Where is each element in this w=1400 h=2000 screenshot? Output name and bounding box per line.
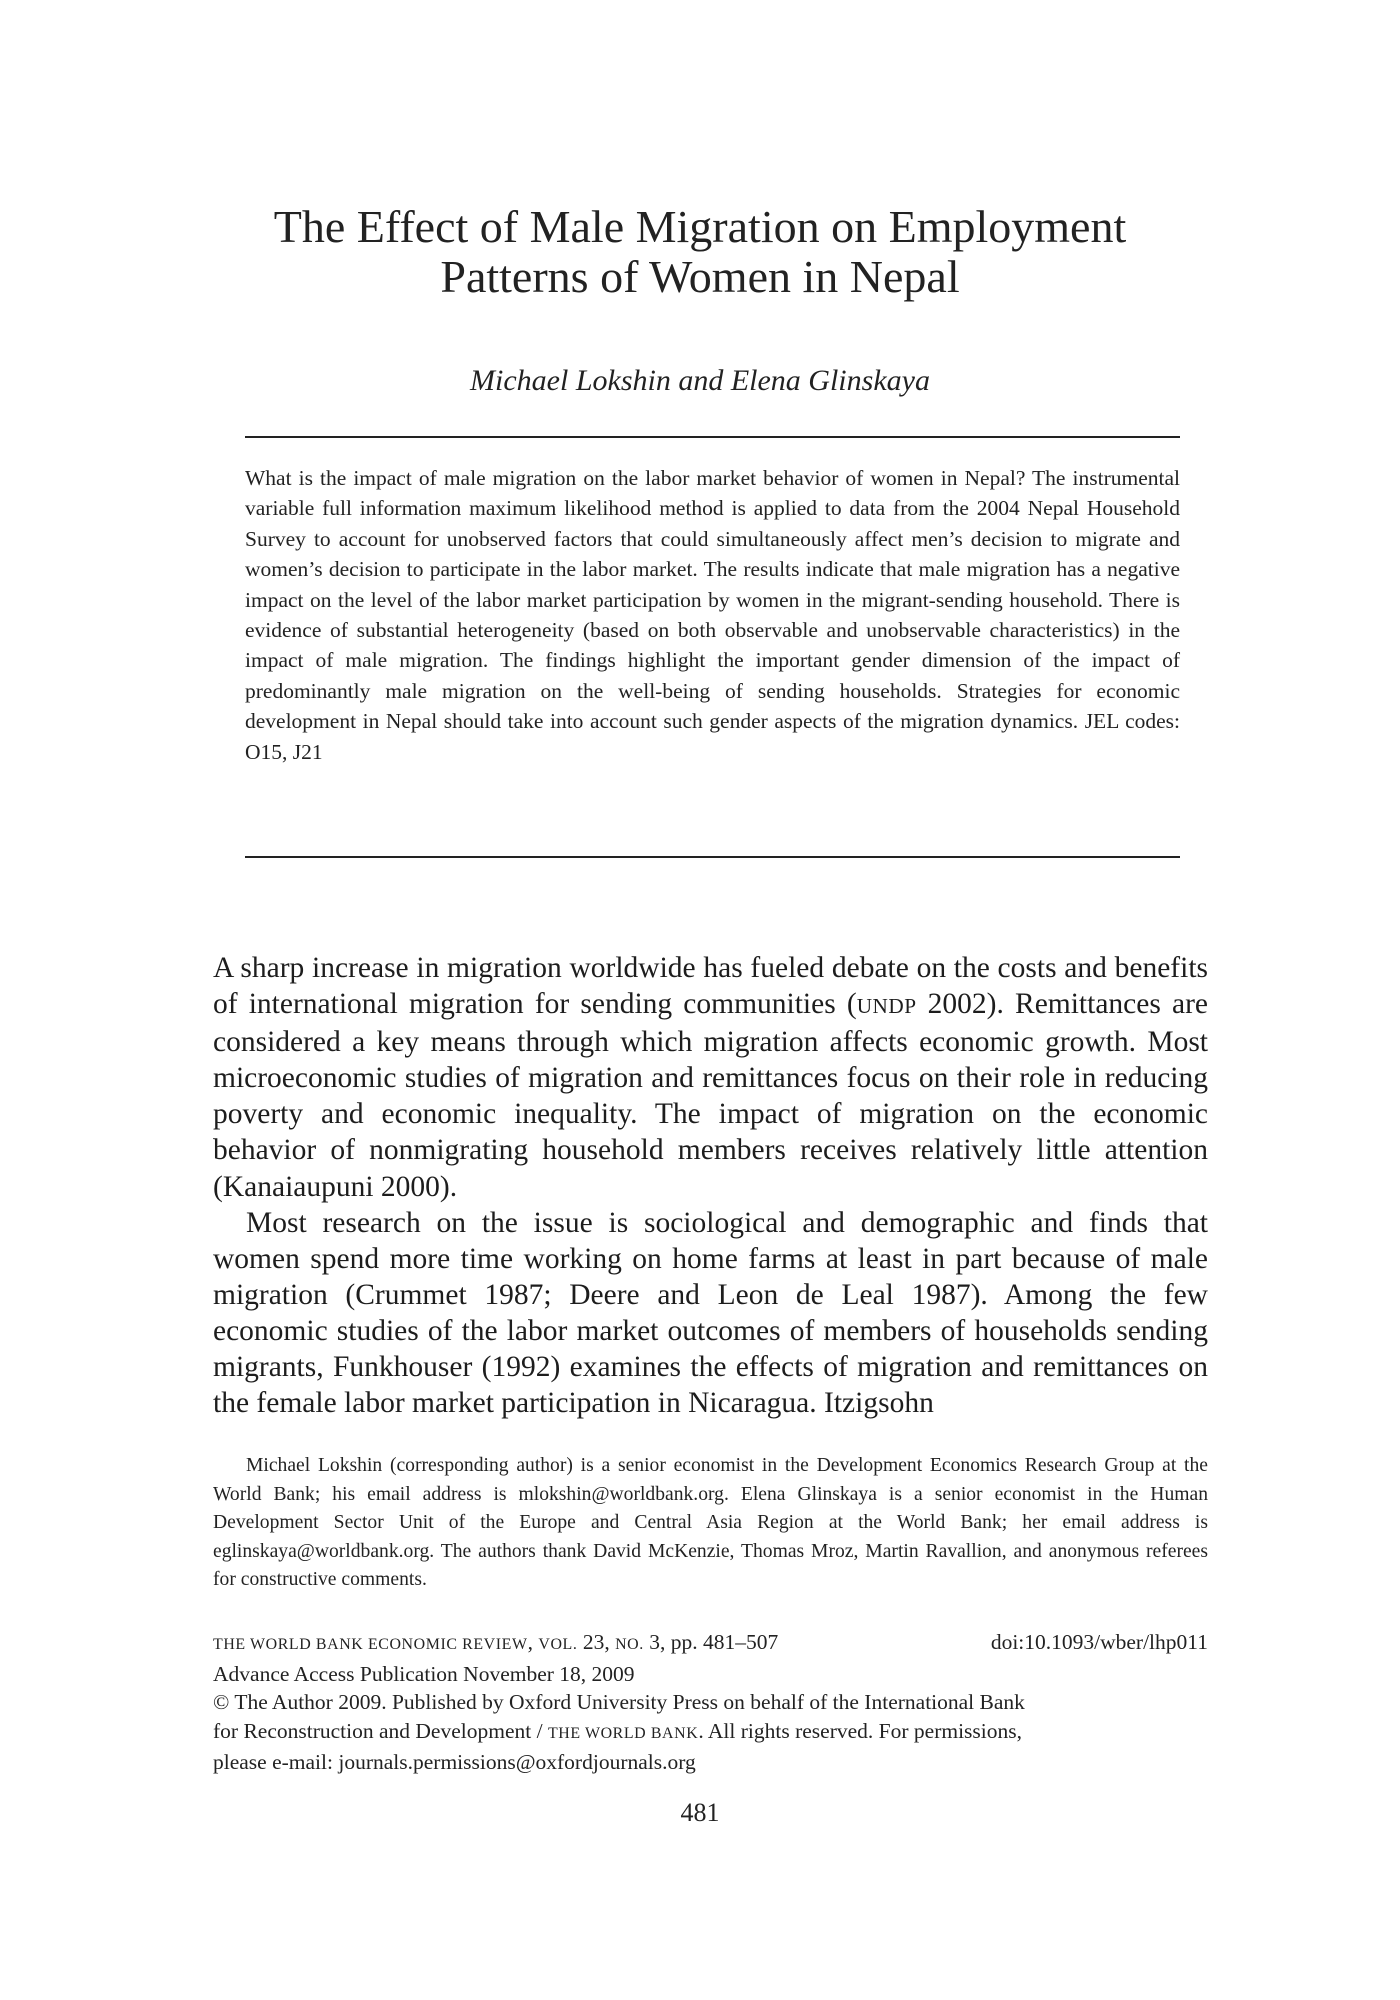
article-authors: Michael Lokshin and Elena Glinskaya — [470, 364, 930, 397]
volume-label: VOL. — [538, 1636, 578, 1653]
page-range: pp. 481–507 — [670, 1630, 779, 1654]
world-bank-name: THE WORLD BANK — [547, 1724, 699, 1742]
journal-name: THE WORLD BANK ECONOMIC REVIEW — [213, 1636, 528, 1653]
abstract-top-rule — [245, 436, 1180, 438]
issue-label: NO. — [615, 1636, 644, 1653]
body-paragraph-1-end: 2002). Remittances are considered a key means through which migration affects economic growth. Most microeconomic studies of migration and remittances focus on their role in reducing poverty and economic inequality. The impact of migration on the economic behavior of nonmigrating household members receives relatively little attention (Kanaiaupuni 2000). — [213, 988, 1209, 1203]
author-footnote: Michael Lokshin (corresponding author) is a senior economist in the Development Economics Research Group at the World Bank; his email address is mlokshin@worldbank.org. Elena Glinskaya is a senior economist in the Human Development Sector Unit of the Europe and Central Asia Region at the World Bank; her email address is eglinskaya@worldbank.org. The authors thank David McKenzie, Thomas Mroz, Martin Ravallion, and anonymous referees for constructive comments. — [213, 1455, 1208, 1590]
body-text — [213, 950, 1208, 1421]
volume-number: 23 — [582, 1630, 605, 1654]
undp-citation: UNDP — [856, 994, 917, 1019]
permissions-email: please e-mail: journals.permissions@oxfordjournals.org — [213, 1750, 696, 1775]
journal-information — [213, 1628, 1208, 1777]
body-paragraph-1-start: A sharp increase in migration worldwide has fueled debate on the costs and benefits of international migration for sending communities ( — [213, 952, 1208, 1021]
copyright-line-2-start: for Reconstruction and Development / — [213, 1718, 548, 1743]
page-number: 481 — [680, 1798, 720, 1827]
abstract-text: What is the impact of male migration on the labor market behavior of women in Nepal? The instrumental variable full information maximum likelihood method is applied to data from the 2004 Nepal Household Survey to account for unobserved factors that could simultaneously affect men’s decision to migrate and women’s decision to participate in the labor market. The results indicate that male migration has a negative impact on the level of the labor market participation by women in the migrant-sending household. There is evidence of substantial heterogeneity (based on both observable and unobservable characteristics) in the impact of male migration. The findings highlight the important gender dimension of the impact of predominantly male migration on the well-being of sending households. Strategies for economic development in Nepal should take into account such gender aspects of the migration dynamics. JEL codes: O15, J21 — [245, 466, 1180, 764]
journal-citation-row — [213, 1628, 1208, 1660]
journal-citation: THE WORLD BANK ECONOMIC REVIEW, VOL. 23, NO. 3, pp. 481–507 — [213, 1630, 779, 1654]
body-paragraph-2: Most research on the issue is sociological and demographic and finds that women spend more time working on home farms at least in part because of male migration (Crummet 1987; Deere and Leon de Leal 1987). Among the few economic studies of the labor market outcomes of members of households sending migrants, Funkhouser (1992) examines the effects of migration and remittances on the female labor market participation in Nicaragua. Itzigsohn — [213, 1206, 1208, 1420]
body-paragraph-1 — [213, 950, 1208, 1205]
article-title — [200, 202, 1200, 302]
copyright-line-2-end: . All rights reserved. For permissions, — [698, 1718, 1022, 1743]
copyright-line-2 — [213, 1717, 1208, 1749]
issue-number: 3 — [649, 1630, 660, 1654]
article-title-line-2: Patterns of Women in Nepal — [440, 251, 960, 302]
doi: doi:10.1093/wber/lhp011 — [990, 1630, 1208, 1654]
advance-access-date: Advance Access Publication November 18, 2009 — [213, 1661, 635, 1686]
abstract-bottom-rule — [245, 856, 1180, 858]
article-title-line-1: The Effect of Male Migration on Employment — [273, 201, 1127, 252]
copyright-line-1: © The Author 2009. Published by Oxford University Press on behalf of the International Bank — [213, 1690, 1025, 1715]
